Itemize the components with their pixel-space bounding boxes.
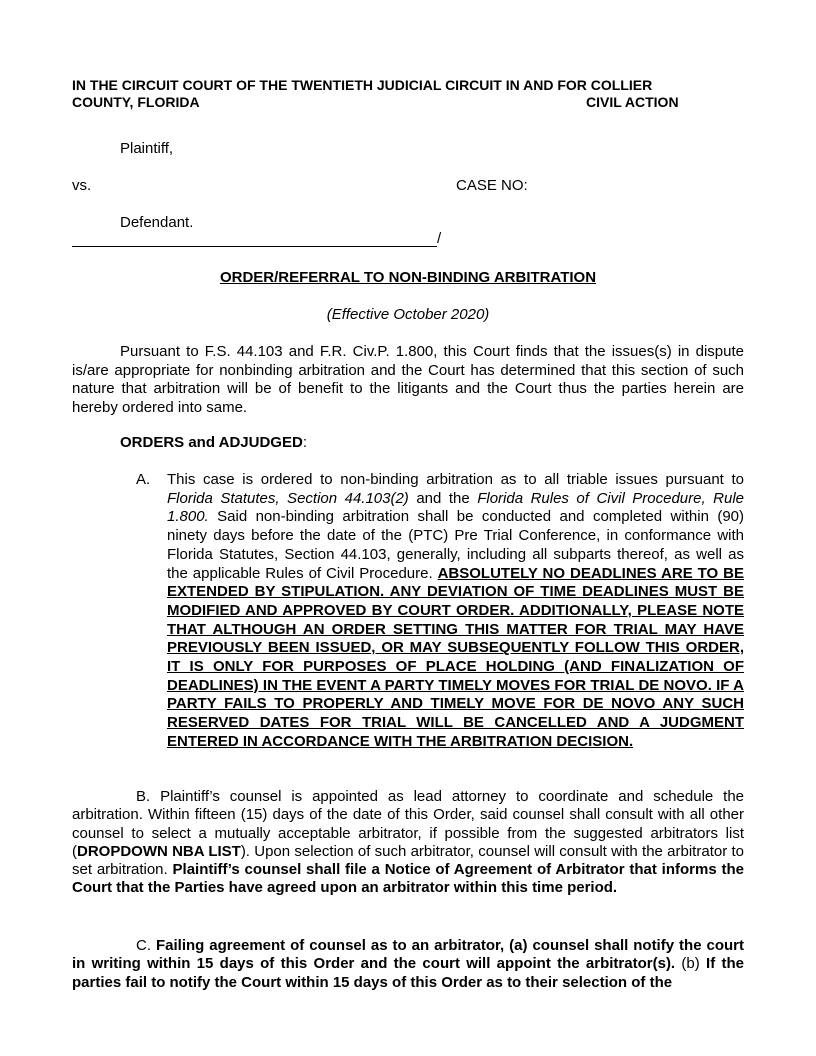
vs-label: vs. [72,177,92,194]
intro-paragraph: Pursuant to F.S. 44.103 and F.R. Civ.P. 1.800, this Court finds that the issues(s) in dispute is/are appropriate for nonbinding arbitration and the Court has determined that this section of such nature that arbitration will be of benefit to the litigants and the Court thus the parties herein are hereby ordered into same. [72,343,744,416]
orders-heading-colon: : [302,434,307,451]
case-number-label: CASE NO: [456,177,528,194]
orders-heading [120,434,307,451]
order-item-b [72,788,744,898]
plaintiff-label: Plaintiff, [120,140,174,157]
item-a-text-3: Said non-binding arbitration shall be conducted and completed within (90) ninety days before the date of the (PTC) Pre Trial Conference, in conformance with Florida Statutes, Section 44.103, generally, including all subparts thereof, as well as the applicable Rules of Civil Procedure. [167,508,744,582]
caption-signature-line [72,230,452,250]
item-a-rule-ref: Florida Rules of Civil Procedure, Rule 1.800. [167,489,745,526]
civil-action-label: CIVIL ACTION [586,94,679,110]
item-b-text-2: ). Upon selection of such arbitrator, counsel will consult with the arbitrator to set arbitration. [72,842,744,879]
defendant-label: Defendant. [120,214,194,231]
item-b-notice-text: Plaintiff’s counsel shall file a Notice of Agreement of Arbitrator that informs the Court that the Parties have agreed upon an arbitrator within this time period. [72,861,744,897]
item-b-text-1: Plaintiff’s counsel is appointed as lead attorney to coordinate and schedule the arbitration. Within fifteen (15) days of the date of this Order, said counsel shall consult with all other counsel to select a mutually acceptable arbitrator, if possible from the suggested arbitrators list ( [72,788,745,860]
order-title: ORDER/REFERRAL TO NON-BINDING ARBITRATION [219,269,597,286]
item-a-deadline-warning: ABSOLUTELY NO DEADLINES ARE TO BE EXTENDED BY STIPULATION. ANY DEVIATION OF TIME DEADLINES MUST BE MODIFIED AND APPROVED BY COURT ORDER. ADDITIONALLY, PLEASE NOTE THAT ALTHOUGH AN ORDER SETTING THIS MATTER FOR TRIAL MAY HAVE PREVIOUSLY BEEN ISSUED, OR MAY SUBSEQUENTLY FOLLOW THIS ORDER, IT IS ONLY FOR PURPOSES OF PLACE HOLDING (AND FINALIZATION OF DEADLINES) IN THE EVENT A PARTY TIMELY MOVES FOR TRIAL DE NOVO. IF A PARTY FAILS TO PROPERLY AND TIMELY MOVE FOR DE NOVO ANY SUCH RESERVED DATES FOR TRIAL WILL BE CANCELLED AND A JUDGMENT ENTERED IN ACCORDANCE WITH THE ARBITRATION DECISION. [167,564,744,750]
caption-underline [72,230,437,247]
item-a-text-2: and the [408,489,478,507]
item-a-text-1: This case is ordered to non-binding arbitration as to all triable issues pursuant to [167,471,744,488]
caption-slash: / [437,230,442,247]
item-b-label: B. [136,788,151,805]
item-a-statute-ref: Florida Statutes, Section 44.103(2) [167,489,409,507]
item-c-text-2: (b) [675,955,707,973]
order-item-c [72,937,744,992]
court-header-line2: COUNTY, FLORIDA [72,94,200,110]
item-c-label: C. [136,937,151,954]
item-c-text-3: If the parties fail to notify the Court within 15 days of this Order as to their selection of the [72,955,744,991]
item-a-text [167,471,744,752]
item-a-label: A. [136,471,151,488]
effective-date: (Effective October 2020) [326,306,490,323]
item-b-nba-list: DROPDOWN NBA LIST [77,842,241,860]
orders-heading-text: ORDERS and ADJUDGED [120,434,303,451]
court-header-line1: IN THE CIRCUIT COURT OF THE TWENTIETH JUDICIAL CIRCUIT IN AND FOR COLLIER [72,77,653,93]
document-page [72,77,745,991]
court-header [72,77,744,111]
item-c-text-1: Failing agreement of counsel as to an arbitrator, (a) counsel shall notify the court in writing within 15 days of this Order and the court will appoint the arbitrator(s). [72,937,745,973]
